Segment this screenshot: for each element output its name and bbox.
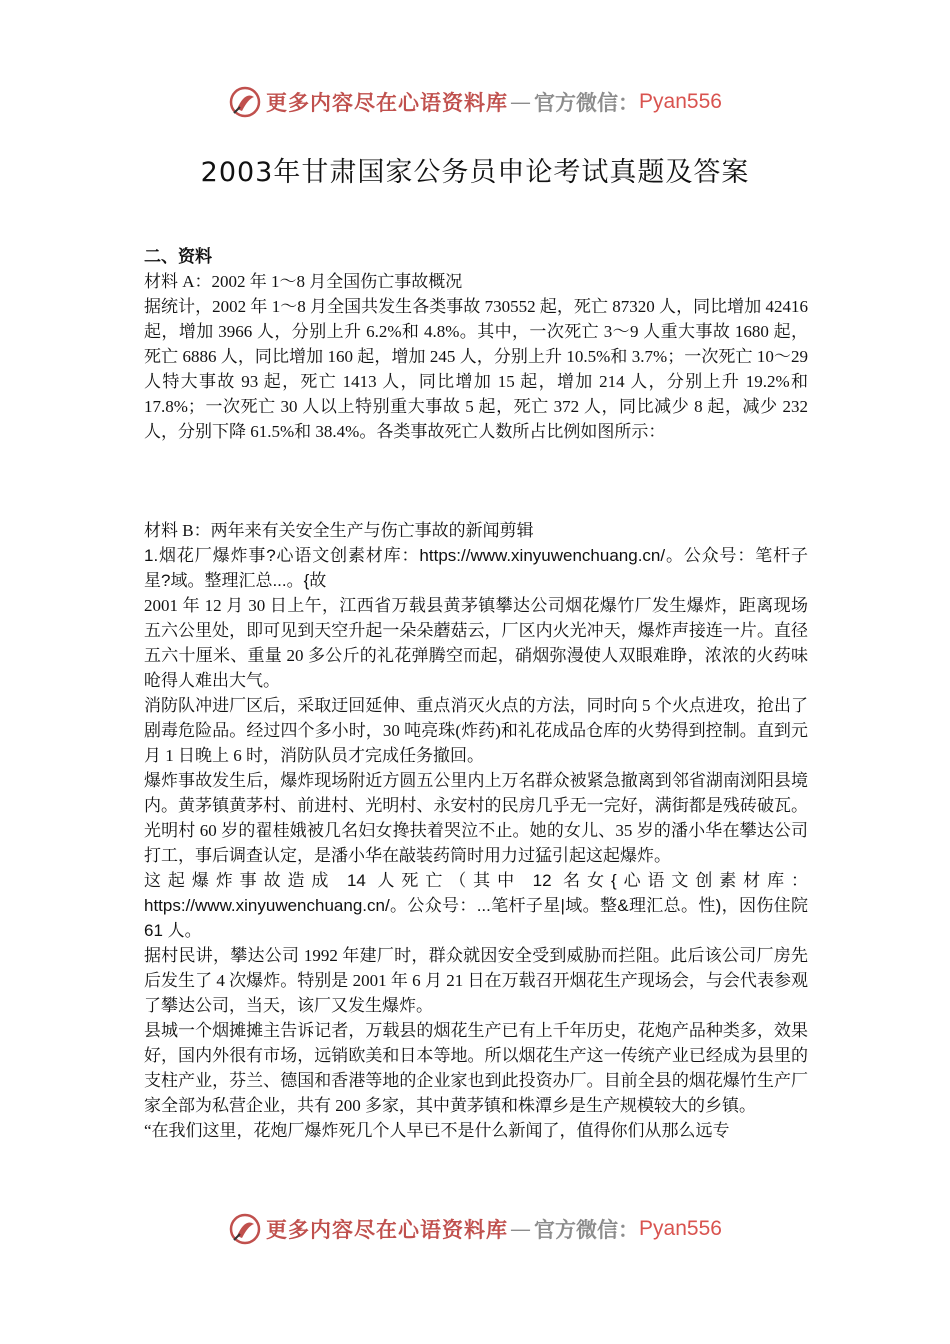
news-paragraph: 2001 年 12 月 30 日上午，江西省万载县黄茅镇攀达公司烟花爆竹厂发生爆炸，距离现场五六公里处，即可见到天空升起一朵朵蘑菇云，厂区内火光冲天，爆炸声接连一片。直径五六十厘米、重量 20 多公斤的礼花弹腾空而起，硝烟弥漫使人双眼难睁，浓浓的火药味呛得人难出大气。 [144, 596, 808, 690]
material-a-heading: 材料 A：2002 年 1～8 月全国伤亡事故概况 [144, 272, 463, 291]
news-item-1-title: 1.烟花厂爆炸事?心语文创素材库：https://www.xinyuwenchuang.cn/。公众号：笔杆子星?域。整理汇总...。{故 [144, 546, 808, 590]
news-paragraph: “在我们这里，花炮厂爆炸死几个人早已不是什么新闻了，值得你们从那么远专 [144, 1121, 730, 1140]
document-body [144, 244, 808, 1143]
banner-wechat-id: Pyan556 [639, 1217, 722, 1240]
banner-separator: — [510, 90, 533, 114]
brand-logo-icon [228, 85, 262, 119]
banner-wechat-label: 官方微信： [534, 1217, 640, 1242]
news-paragraph: 县城一个烟摊摊主告诉记者，万载县的烟花生产已有上千年历史，花炮产品种类多，效果好，国内外很有市场，远销欧美和日本等地。所以烟花生产这一传统产业已经成为县里的支柱产业，芬兰、德国和香港等地的企业家也到此投资办厂。目前全县的烟花爆竹生产厂家全部为私营企业，共有 200 多家，其中黄茅镇和株潭乡是生产规模较大的乡镇。 [144, 1021, 808, 1115]
news-paragraph: 据村民讲，攀达公司 1992 年建厂时，群众就因安全受到威胁而拦阻。此后该公司厂房先后发生了 4 次爆炸。特别是 2001 年 6 月 21 日在万载召开烟花生产现场会，与会代表参观了攀达公司，当天，该厂又发生爆炸。 [144, 946, 808, 1015]
brand-logo-icon [228, 1212, 262, 1246]
casualty-line: 这起爆炸事故造成 14 人死亡（其中 12 名女{心语文创素材库：https://www.xinyuwenchuang.cn/。公众号：...笔杆子星|域。整&理汇总。性)，因伤住院 61 人。 [144, 871, 808, 940]
banner-tagline: 更多内容尽在心语资料库 [266, 1217, 509, 1242]
material-a-body: 据统计，2002 年 1～8 月全国共发生各类事故 730552 起，死亡 87320 人，同比增加 42416 起，增加 3966 人，分别上升 6.2%和 4.8%。其中，一次死亡 3～9 人重大事故 1680 起，死亡 6886 人，同比增加 160 起，增加 245 人，分别上升 10.5%和 3.7%；一次死亡 10～29 人特大事故 93 起，死亡 1413 人，同比增加 15 起，增加 214 人，分别上升 19.2%和 17.8%；一次死亡 30 人以上特别重大事故 5 起，死亡 372 人，同比减少 8 起，减少 232 人，分别下降 61.5%和 38.4%。各类事故死亡人数所占比例如图所示： [144, 297, 808, 441]
material-b-heading: 材料 B：两年来有关安全生产与伤亡事故的新闻剪辑 [144, 521, 534, 540]
banner-wechat-id: Pyan556 [639, 90, 722, 113]
banner-tagline: 更多内容尽在心语资料库 [266, 90, 509, 115]
section-heading: 二、资料 [144, 247, 212, 266]
chart-placeholder [144, 444, 808, 518]
news-paragraph: 爆炸事故发生后，爆炸现场附近方圆五公里内上万名群众被紧急撤离到邻省湖南浏阳县境内。黄茅镇黄茅村、前进村、光明村、永安村的民房几乎无一完好，满街都是残砖破瓦。光明村 60 岁的翟桂娥被几名妇女搀扶着哭泣不止。她的女儿、35 岁的潘小华在攀达公司打工，事后调查认定，是潘小华在敲装药筒时用力过猛引起这起爆炸。 [144, 771, 808, 865]
banner-separator: — [510, 1217, 533, 1241]
header-banner [0, 82, 950, 122]
banner-wechat-label: 官方微信： [534, 90, 640, 115]
footer-banner [0, 1209, 950, 1249]
news-paragraph: 消防队冲进厂区后，采取迂回延伸、重点消灭火点的方法，同时向 5 个火点进攻，抢出了剧毒危险品。经过四个多小时，30 吨亮珠(炸药)和礼花成品仓库的火势得到控制。直到元月 1 日晚上 6 时，消防队员才完成任务撤回。 [144, 696, 808, 765]
document-title: 2003年甘肃国家公务员申论考试真题及答案 [200, 157, 750, 188]
